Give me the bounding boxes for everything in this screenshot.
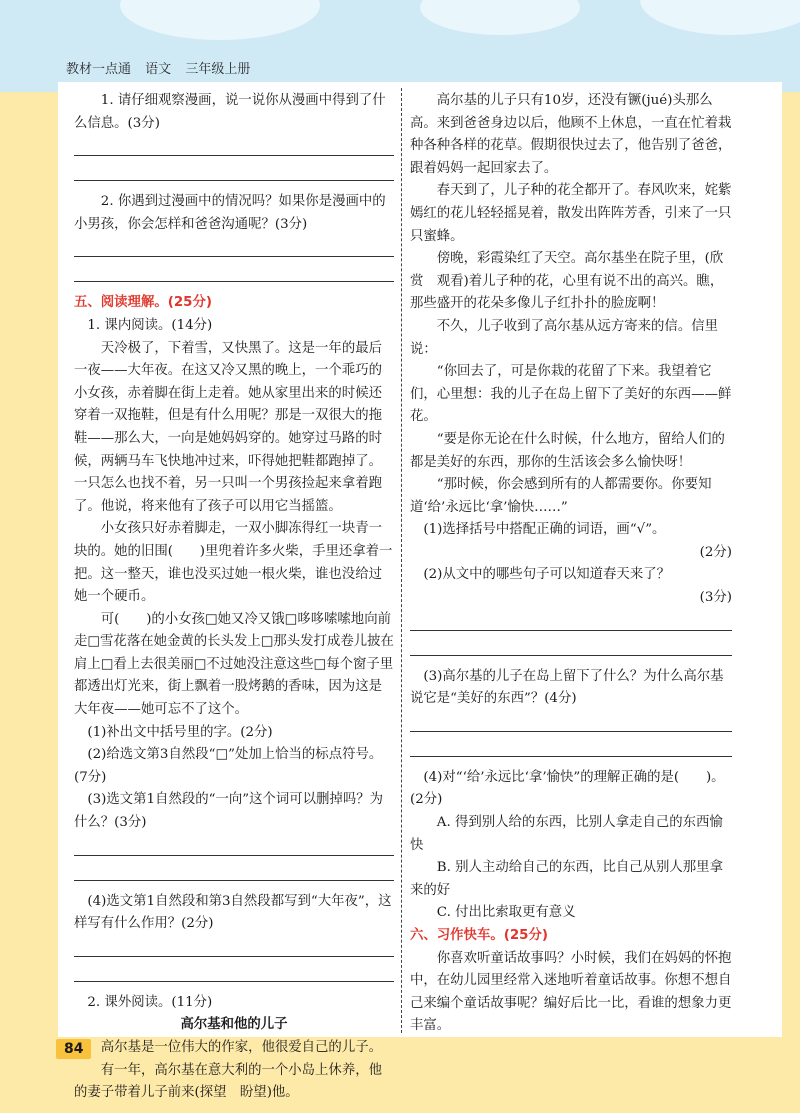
option-b[interactable]: B. 别人主动给自己的东西，比自己从别人那里拿来的好 — [410, 860, 723, 898]
subject-label: 语文 — [145, 62, 172, 77]
story-paragraph: 不久，儿子收到了高尔基从远方寄来的信。信里说： — [410, 318, 718, 357]
answer-line[interactable] — [410, 717, 732, 732]
answer-line[interactable] — [74, 242, 394, 257]
answer-line[interactable] — [74, 967, 394, 982]
sub-question: (1)选择括号中搭配正确的词语，画“√”。 — [423, 522, 666, 538]
answer-line[interactable] — [74, 866, 394, 881]
sub-question: (2)给选文第3自然段“□”处加上恰当的标点符号。(7分) — [74, 747, 383, 785]
sub-question: (2)从文中的哪些句子可以知道春天来了？ — [423, 567, 670, 583]
top-banner — [0, 0, 800, 92]
sub-question: (1)补出文中括号里的字。(2分) — [87, 724, 273, 740]
story-title: 高尔基和他的儿子 — [180, 1017, 288, 1033]
option-c[interactable]: C. 付出比索取更有意义 — [436, 905, 576, 921]
cloud-decoration — [420, 0, 580, 35]
essay-prompt: 你喜欢听童话故事吗？小时候，我们在妈妈的怀抱中，在幼儿园里经常入迷地听着童话故事。你想不想自己来编个童话故事呢？编好后比一比，看谁的想象力更丰富。 — [410, 950, 732, 1034]
right-column — [410, 90, 732, 1038]
story-paragraph: 高尔基是一位伟大的作家，他很爱自己的儿子。 — [100, 1040, 382, 1055]
score-label: (3分) — [699, 590, 732, 606]
sub-question: (3)选文第1自然段的“一向”这个词可以删掉吗？为什么？(3分) — [74, 792, 383, 831]
cloud-decoration — [640, 0, 800, 35]
answer-line[interactable] — [74, 141, 394, 156]
reading-1-title: 1. 课内阅读。(14分) — [87, 317, 213, 333]
page-number: 84 — [56, 1039, 91, 1059]
story-paragraph: 春天到了，儿子种的花全都开了。春风吹来，姹紫嫣红的花儿轻轻摇晃着，散发出阵阵芳香，引来了一只只蜜蜂。 — [410, 183, 732, 244]
story-paragraph: 高尔基的儿子只有10岁，还没有镢(jué)头那么高。来到爸爸身边以后，他顾不上休息，一直在忙着栽种各种各样的花草。假期很快过去了，他告别了爸爸，跟着妈妈一起回家去了。 — [410, 93, 732, 176]
reading-2-title: 2. 课外阅读。(11分) — [87, 994, 213, 1010]
answer-line[interactable] — [74, 267, 394, 282]
cloud-decoration — [120, 0, 320, 40]
story-paragraph: “要是你无论在什么时候，什么地方，留给人们的都是美好的东西，那你的生活该会多么愉快呀！ — [410, 431, 725, 470]
sub-question: (4)选文第1自然段和第3自然段都写到“大年夜”，这样写有什么作用？(2分) — [74, 893, 392, 932]
story-paragraph: 有一年，高尔基在意大利的一个小岛上休养，他的妻子带着儿子前来(探望 盼望)他。 — [74, 1062, 382, 1101]
passage-paragraph: 小女孩只好赤着脚走，一双小脚冻得红一块青一块的。她的旧围( )里兜着许多火柴，手里还拿着一把。这一整天，谁也没买过她一根火柴，谁也没给过她一个硬币。 — [74, 521, 393, 605]
grade-label: 三年级上册 — [185, 62, 251, 77]
question-1: 1. 请仔细观察漫画，说一说你从漫画中得到了什么信息。(3分) — [74, 93, 386, 131]
section-5-heading: 五、阅读理解。(25分) — [74, 295, 212, 311]
story-paragraph: 傍晚，彩霞染红了天空。高尔基坐在院子里，(欣赏 观看)着儿子种的花，心里有说不出的高兴。瞧，那些盛开的花朵多像儿子红扑扑的脸庞啊！ — [410, 251, 724, 312]
story-paragraph: “那时候，你会感到所有的人都需要你。你要知道‘给’永远比‘拿’愉快……” — [410, 477, 712, 515]
answer-line[interactable] — [74, 166, 394, 181]
passage-paragraph: 天冷极了，下着雪，又快黑了。这是一年的最后一夜——大年夜。在这又冷又黑的晚上，一个乖巧的小女孩，赤着脚在街上走着。她从家里出来的时候还穿着一双拖鞋，但是有什么用呢？那是一双很大的拖鞋——那么大，一向是她妈妈穿的。她穿过马路的时候，两辆马车飞快地冲过来，吓得她把鞋都跑掉了。一只怎么也找不着，另一只叫一个男孩捡起来拿着跑了。他说，将来他有了孩子可以用它当摇篮。 — [74, 340, 382, 514]
answer-line[interactable] — [74, 841, 394, 856]
page-header — [66, 58, 260, 77]
score-label: (2分) — [699, 544, 732, 560]
question-2: 2. 你遇到过漫画中的情况吗？如果你是漫画中的小男孩，你会怎样和爸爸沟通呢？(3分) — [74, 194, 386, 232]
answer-line[interactable] — [410, 742, 732, 757]
sub-question: (3)高尔基的儿子在岛上留下了什么？为什么高尔基说它是“美好的东西”？(4分) — [410, 668, 724, 707]
story-paragraph: “你回去了，可是你栽的花留了下来。我望着它们，心里想：我的儿子在岛上留下了美好的东西——鲜花。 — [410, 364, 732, 425]
left-column — [74, 90, 394, 1105]
answer-line[interactable] — [410, 641, 732, 656]
answer-line[interactable] — [410, 616, 732, 631]
sub-question: (4)对“‘给’永远比‘拿’愉快”的理解正确的是( )。(2分) — [410, 769, 725, 808]
answer-line[interactable] — [74, 942, 394, 957]
option-a[interactable]: A. 得到别人给的东西，比别人拿走自己的东西愉快 — [410, 815, 723, 853]
column-divider — [401, 88, 402, 1033]
section-6-heading: 六、习作快车。(25分) — [410, 928, 548, 943]
book-title: 教材一点通 — [66, 62, 132, 77]
passage-paragraph: 可( )的小女孩□她又冷又饿□哆哆嗦嗦地向前走□雪花落在她金黄的长头发上□那头发打成卷儿披在肩上□看上去很美丽□不过她没注意这些□每个窗子里都透出灯光来，街上飘着一股烤鹅的香味，因为这是大年夜——她可忘不了这个。 — [74, 611, 394, 718]
